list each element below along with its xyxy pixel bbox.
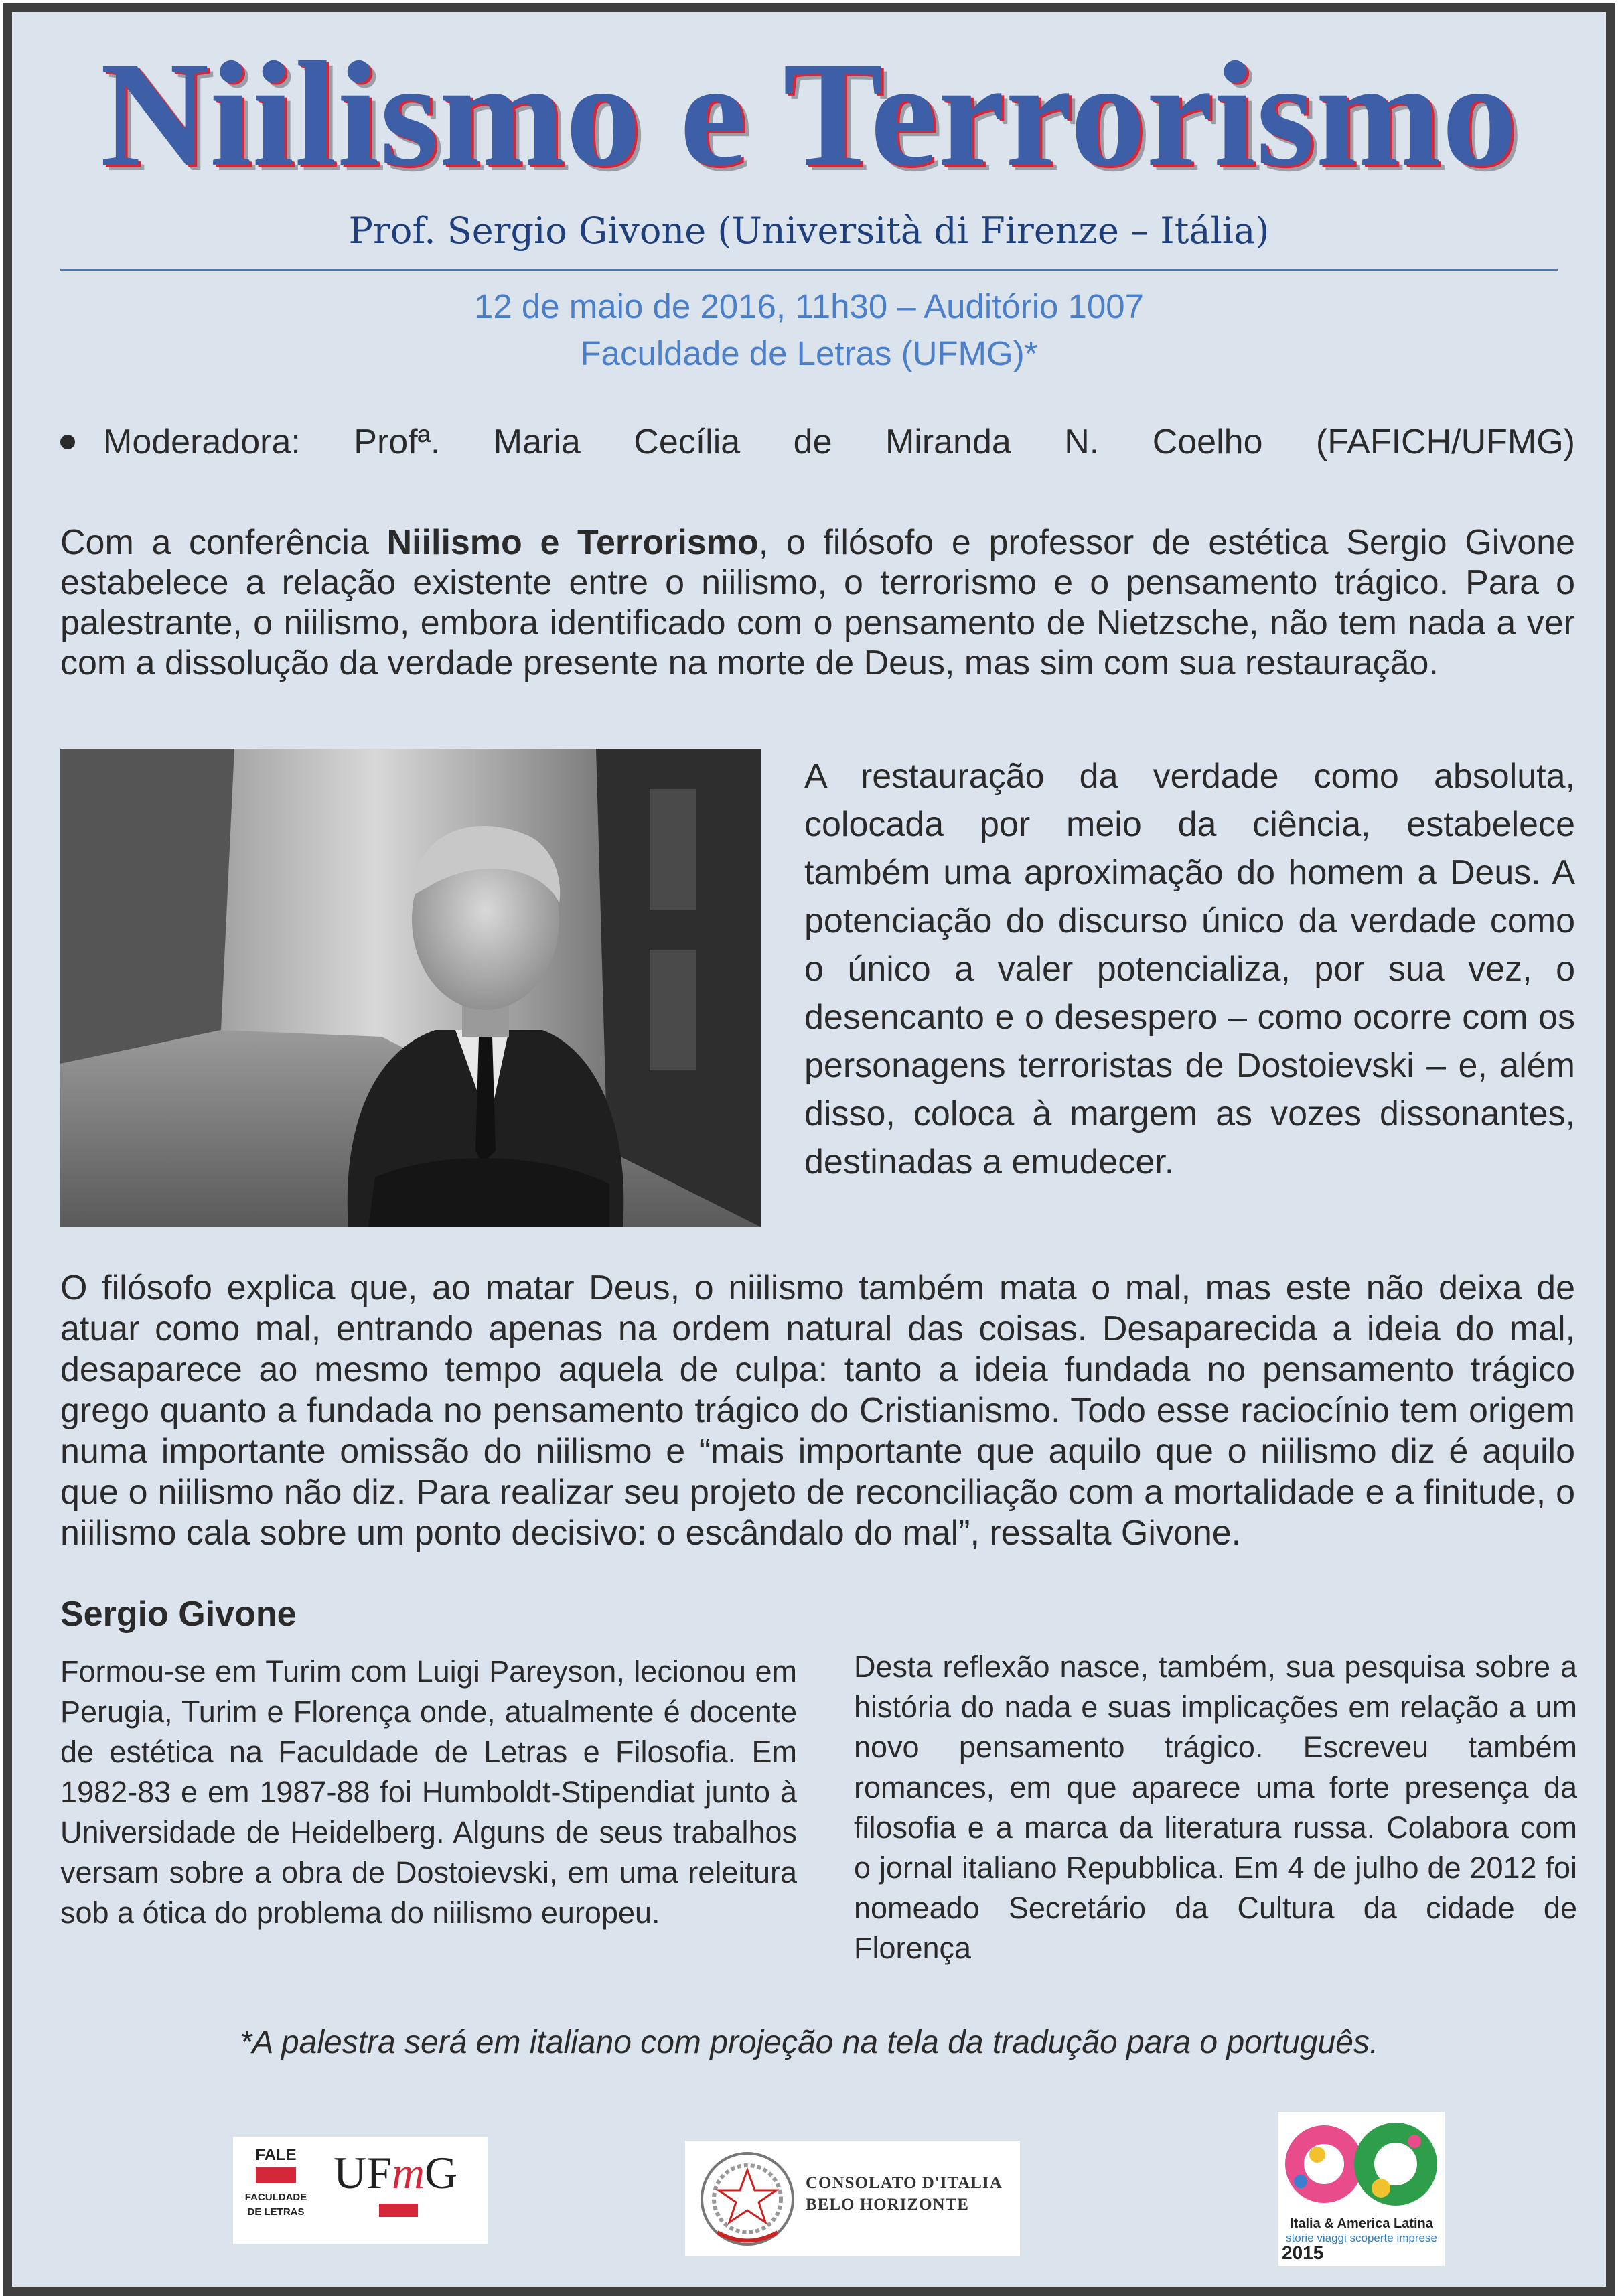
ufmg-red-bar (379, 2204, 418, 2217)
intro-bold-title: Niilismo e Terrorismo (386, 523, 759, 562)
bio-heading: Sergio Givone (60, 1595, 297, 1634)
photo-side-paragraph: A restauração da verdade como absoluta, colocada por meio da ciência, estabelece também uma aproximação do homem a Deus. A potenciação do discurso único da verdade como o único a valer potencializa, por sua vez, o desencanto e o desespero – como ocorre com os personagens terroristas de Dostoievski – e, além disso, coloca à margem as vozes dissonantes, destinadas a emudecer. (804, 757, 1575, 1181)
consolato-text (806, 2173, 1003, 2216)
speaker-photo (60, 749, 761, 1227)
italia-america-latina-logo (1278, 2112, 1445, 2266)
portrait-image (60, 749, 761, 1227)
footnote: *A palestra será em italiano com projeção na tela da tradução para o português. (239, 2025, 1379, 2060)
bullet-icon (60, 435, 75, 449)
fale-subtitle-line-2: DE LETRAS (247, 2206, 305, 2218)
intro-text-end: , o filósofo e professor de estética Sergio Givone estabelece a relação existente entre o niilismo, o terrorismo e o pensamento trágico. Para o palestrante, o niilismo, embora identificado com o pensamento de Nietzsche, não tem nada a ver com a dissolução da verdade presente na morte de Deus, mas sim com sua restauração. (60, 523, 1575, 683)
fale-subtitle (238, 2190, 313, 2220)
consolato-line-1: CONSOLATO D'ITALIA (806, 2174, 1003, 2192)
ufmg-uf: UF (334, 2147, 392, 2198)
ufmg-g: G (425, 2147, 458, 2198)
italia-line-2: storie viaggi scoperte imprese (1286, 2232, 1437, 2244)
consolato-line-2: BELO HORIZONTE (806, 2196, 969, 2214)
main-paragraph: O filósofo explica que, ao matar Deus, o niilismo também mata o mal, mas este não deixa de atuar como mal, entrando apenas na ordem natural das coisas. Desaparecida a ideia do mal, desaparece ao mesmo tempo aquela de culpa: tanto a ideia fundada no pensamento trágico grego quanto a fundada no pensamento trágico do Cristianismo. Todo esse raciocínio tem origem numa importante omissão do niilismo e “mais importante que aquilo que o niilismo diz é aquilo que o niilismo não diz. Para realizar seu projeto de reconciliação com a mortalidade e a finitude, o niilismo cala sobre um ponto decisivo: o escândalo do mal”, ressalta Givone. (60, 1269, 1575, 1553)
fale-red-bar (256, 2167, 296, 2183)
consolato-logo (685, 2141, 1020, 2256)
page-title: Niilismo e Terrorismo (100, 30, 1518, 198)
divider (60, 269, 1558, 271)
italia-line-1: Italia & America Latina (1290, 2216, 1433, 2231)
event-info (12, 283, 1606, 377)
italia-caption (1278, 2216, 1445, 2261)
poster (3, 3, 1615, 2296)
ufmg-m: m (391, 2147, 425, 2198)
italia-year: 2015 (1282, 2242, 1324, 2263)
date-line: 12 de maio de 2016, 11h30 – Auditório 1007 (473, 287, 1145, 326)
moderator-item (60, 422, 1575, 462)
fale-subtitle-line-1: FACULDADE (244, 2192, 307, 2203)
infinity-icon (1280, 2114, 1443, 2214)
bio-right-column: Desta reflexão nasce, também, sua pesquisa sobre a história do nada e suas implicações em relação a um novo pensamento trágico. Escreveu também romances, em que aparece uma forte presença da filosofia e a marca da literatura russa. Colabora com o jornal italiano Repubblica. Em 4 de julho de 2012 foi nomeado Secretário da Cultura da cidade de Florença (854, 1650, 1577, 1965)
intro-paragraph (60, 522, 1575, 683)
italian-emblem-icon (697, 2149, 798, 2249)
intro-text-start: Com a conferência (60, 523, 387, 562)
ufmg-wordmark (334, 2146, 457, 2200)
venue-line: Faculdade de Letras (UFMG)* (580, 334, 1038, 372)
bio-left-column: Formou-se em Turim com Luigi Pareyson, lecionou em Perugia, Turim e Florença onde, atualmente é docente de estética na Faculdade de Letras e Filosofia. Em 1982-83 e em 1987-88 foi Humboldt-Stipendiat junto à Universidade de Heidelberg. Alguns de seus trabalhos versam sobre a obra de Dostoievski, em uma releitura sob a ótica do problema do niilismo europeu. (60, 1654, 797, 1930)
speaker-line: Prof. Sergio Givone (Università di Firenze – Itália) (348, 210, 1270, 252)
fale-ufmg-logo (233, 2137, 488, 2244)
fale-label: FALE (255, 2146, 297, 2164)
moderator-text: Moderadora: Profª. Maria Cecília de Miranda N. Coelho (FAFICH/UFMG) (103, 423, 1575, 461)
